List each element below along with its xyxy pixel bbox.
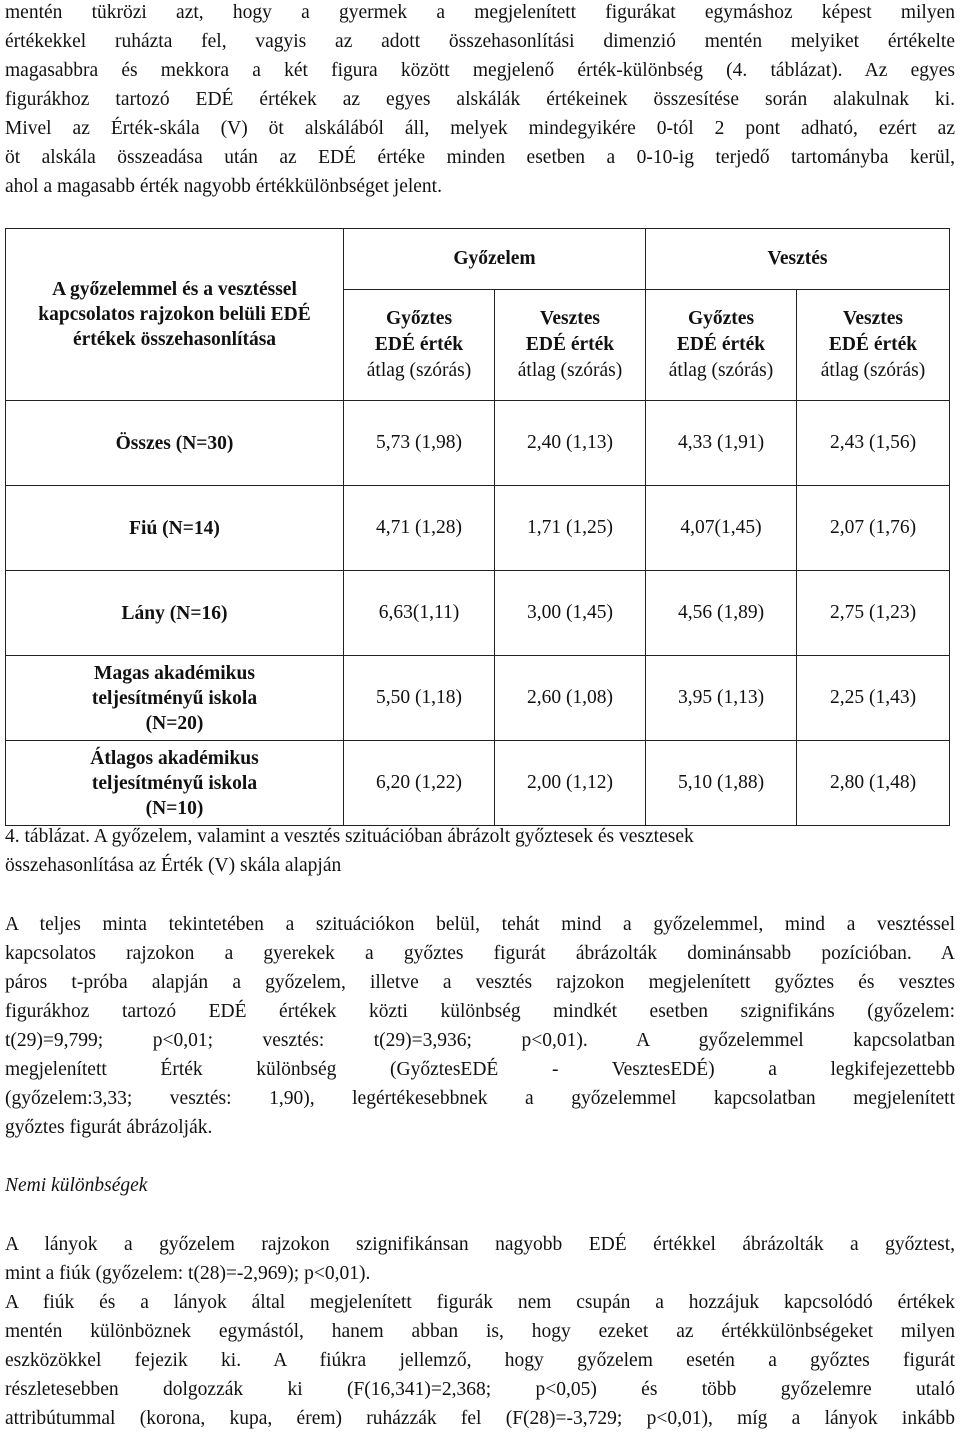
text-line: t(29)=9,799; p<0,01; vesztés: t(29)=3,936; p<0,01). A győzelemmel kapcsolatban xyxy=(5,1030,955,1051)
table-cell: 3,95 (1,13) xyxy=(646,656,797,741)
text-line: figurákhoz tartozó EDÉ értékek az egyes alskálák értékeinek összesítése során alakulnak ki. xyxy=(5,89,955,110)
gender-paragraph xyxy=(5,1230,955,1288)
subheader-cell: Vesztes EDÉ érték átlag (szórás) xyxy=(495,290,646,401)
table-cell: 5,10 (1,88) xyxy=(646,741,797,826)
table-cell: 5,50 (1,18) xyxy=(344,656,495,741)
table-cell: 2,07 (1,76) xyxy=(797,486,950,571)
table-cell: 4,33 (1,91) xyxy=(646,401,797,486)
text-line: részletesebben dolgozzák ki (F(16,341)=2,368; p<0,05) és több győzelemre utaló xyxy=(5,1379,955,1400)
text-line: páros t-próba alapján a győzelem, illetve a vesztés rajzokon megjelenített győztes és vesztes xyxy=(5,972,955,993)
table-cell: 4,71 (1,28) xyxy=(344,486,495,571)
table-cell: 1,71 (1,25) xyxy=(495,486,646,571)
text-line: attribútummal (korona, kupa, érem) ruházzák fel (F(28)=-3,729; p<0,01), míg a lányok inkább xyxy=(5,1408,955,1429)
table-cell: 4,56 (1,89) xyxy=(646,571,797,656)
subheader-cell: Győztes EDÉ érték átlag (szórás) xyxy=(646,290,797,401)
text-line: öt alskála összeadása után az EDÉ értéke minden esetben a 0-10-ig terjedő tartományba kerül, xyxy=(5,147,955,168)
table-cell: 2,75 (1,23) xyxy=(797,571,950,656)
text-line: mint a fiúk (győzelem: t(28)=-2,969); p<0,01). xyxy=(5,1263,371,1284)
table-cell: 2,40 (1,13) xyxy=(495,401,646,486)
table-corner-label: A győzelemmel és a vesztéssel kapcsolatos rajzokon belüli EDÉ értékek összehasonlítása xyxy=(6,229,344,401)
text-line: A teljes minta tekintetében a szituációkon belül, tehát mind a győzelemmel, mind a vesztéssel xyxy=(5,914,955,935)
table-cell: 2,80 (1,48) xyxy=(797,741,950,826)
text-line: mentén tükrözi azt, hogy a gyermek a megjelenített figurákat egymáshoz képest milyen xyxy=(5,2,955,23)
text-line: értékekkel ruházta fel, vagyis az adott összehasonlítási dimenzió mentén melyiket értékelte xyxy=(5,31,955,52)
text-line: A lányok a győzelem rajzokon szignifikánsan nagyobb EDÉ értékkel ábrázolták a győztest, xyxy=(5,1234,955,1255)
text-line: figurákhoz tartozó EDÉ értékek közti különbség mindkét esetben szignifikáns (győzelem: xyxy=(5,1001,955,1022)
table-cell: 4,07(1,45) xyxy=(646,486,797,571)
comparison-table xyxy=(5,228,950,826)
table-row xyxy=(6,571,950,656)
table-cell: 2,43 (1,56) xyxy=(797,401,950,486)
section-heading: Nemi különbségek xyxy=(5,1175,148,1196)
text-line: eszközökkel fejezik ki. A fiúkra jellemző, hogy győzelem esetén a győztes figurát xyxy=(5,1350,955,1371)
row-label: Fiú (N=14) xyxy=(6,486,344,571)
table-cell: 2,25 (1,43) xyxy=(797,656,950,741)
text-line: A fiúk és a lányok által megjelenített figurák nem csupán a hozzájuk kapcsolódó értékek xyxy=(5,1292,955,1313)
text-line: ahol a magasabb érték nagyobb értékkülönbséget jelent. xyxy=(5,176,442,197)
table-cell: 2,00 (1,12) xyxy=(495,741,646,826)
intro-paragraph xyxy=(5,0,955,201)
table-row xyxy=(6,401,950,486)
results-paragraph xyxy=(5,910,955,1142)
text-line: győztes figurát ábrázolják. xyxy=(5,1117,213,1138)
table-cell: 2,60 (1,08) xyxy=(495,656,646,741)
table-cell: 6,20 (1,22) xyxy=(344,741,495,826)
row-label: Átlagos akadémikus teljesítményű iskola (N=10) xyxy=(6,741,344,826)
text-line: megjelenített Érték különbség (GyőztesEDÉ - VesztesEDÉ) a legkifejezettebb xyxy=(5,1059,955,1080)
table-cell: 3,00 (1,45) xyxy=(495,571,646,656)
subheader-cell: Vesztes EDÉ érték átlag (szórás) xyxy=(797,290,950,401)
row-label: Lány (N=16) xyxy=(6,571,344,656)
row-label: Összes (N=30) xyxy=(6,401,344,486)
text-line: magasabbra és mekkora a két figura között megjelenő érték-különbség (4. táblázat). Az egyes xyxy=(5,60,955,81)
table-row xyxy=(6,486,950,571)
table-cell: 5,73 (1,98) xyxy=(344,401,495,486)
text-line: kapcsolatos rajzokon a gyerekek a győztes figurát ábrázolták dominánsabb pozícióban. A xyxy=(5,943,955,964)
text-line: (győzelem:3,33; vesztés: 1,90), legértékesebbnek a győzelemmel kapcsolatban megjelenített xyxy=(5,1088,955,1109)
text-line: Mivel az Érték-skála (V) öt alskálából áll, melyek mindegyikére 0-tól 2 pont adható, ezért az xyxy=(5,118,955,139)
group-header-gyozelem: Győzelem xyxy=(344,229,646,290)
group-header-vesztes: Vesztés xyxy=(646,229,950,290)
table-row xyxy=(6,741,950,826)
table-caption: 4. táblázat. A győzelem, valamint a vesztés szituációban ábrázolt győztesek és vesztesek összehasonlítása az Érték (V) skála alapján xyxy=(5,826,694,876)
text-line: mentén különböznek egymástól, hanem abban is, hogy ezeket az értékkülönbségeket milyen xyxy=(5,1321,955,1342)
row-label: Magas akadémikus teljesítményű iskola (N=20) xyxy=(6,656,344,741)
figures-paragraph xyxy=(5,1288,955,1433)
table-cell: 6,63(1,11) xyxy=(344,571,495,656)
table-row xyxy=(6,656,950,741)
subheader-cell: Győztes EDÉ érték átlag (szórás) xyxy=(344,290,495,401)
